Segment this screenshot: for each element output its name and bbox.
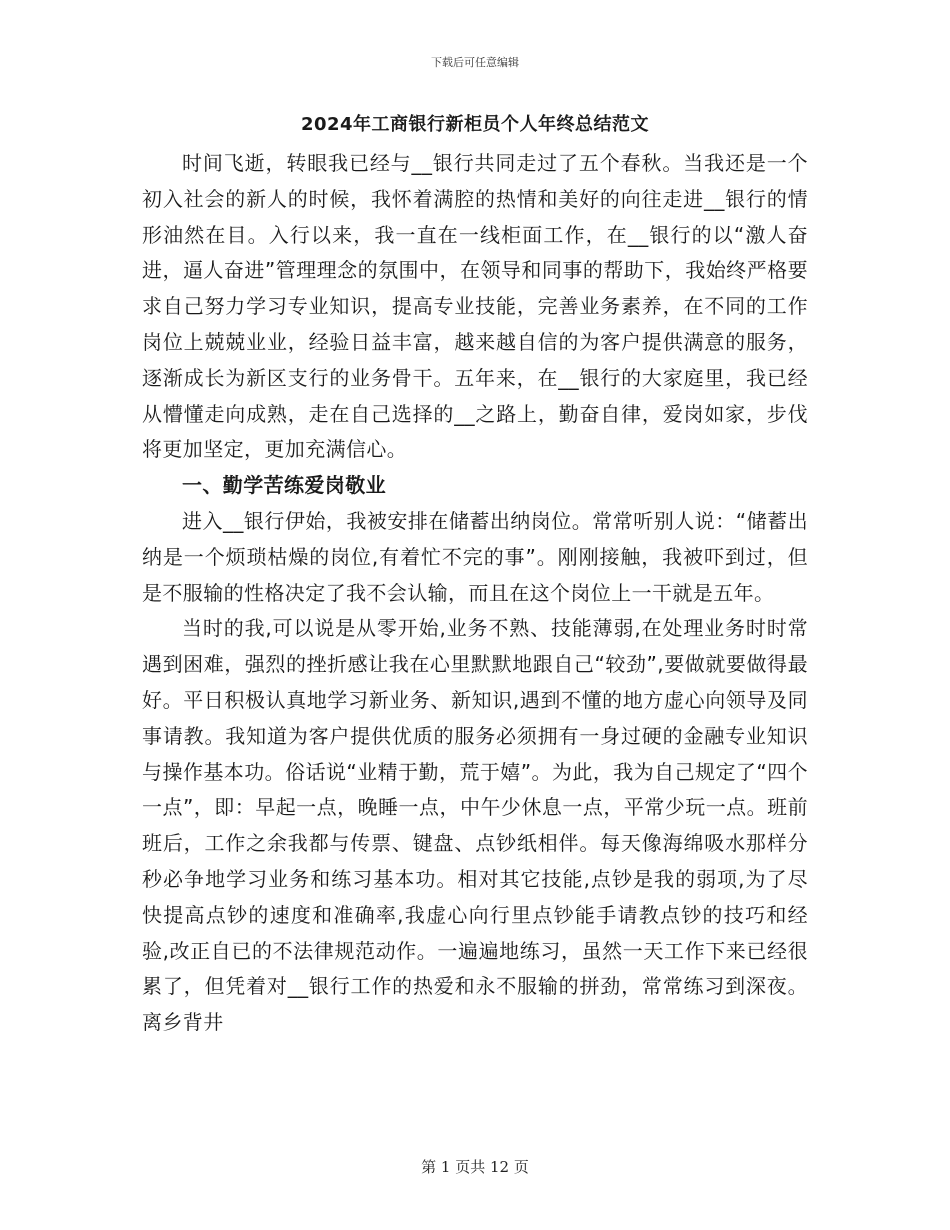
page-header-note: 下载后可任意编辑	[431, 56, 519, 69]
intro-paragraph: 时间飞逝，转眼我已经与__银行共同走过了五个春秋。当我还是一个初入社会的新人的时候，我怀着满腔的热情和美好的向往走进__银行的情形油然在目。入行以来，我一直在一线柜面工作，在__银行的以“激人奋进，逼人奋进”管理理念的氛围中，在领导和同事的帮助下，我始终严格要求自己努力学习专业知识，提高专业技能，完善业务素养，在不同的工作岗位上兢兢业业，经验日益丰富，越来越自信的为客户提供满意的服务，逐渐成长为新区支行的业务骨干。五年来，在__银行的大家庭里，我已经从懵懂走向成熟，走在自己选择的__之路上，勤奋自律，爱岗如家，步伐将更加坚定，更加充满信心。	[142, 151, 808, 462]
page-number: 第 1 页共 12 页	[421, 1158, 529, 1176]
document-title: 2024年工商银行新柜员个人年终总结范文	[300, 114, 650, 135]
section1-paragraph-1: 进入__银行伊始，我被安排在储蓄出纳岗位。常常听别人说：“储蓄出纳是一个烦琐枯燥的岗位,有着忙不完的事”。刚刚接触，我被吓到过，但是不服输的性格决定了我不会认输，而且在这个岗位上一干就是五年。	[142, 508, 808, 605]
section-heading-1: 一、勤学苦练爱岗敬业	[182, 473, 386, 498]
section1-paragraph-2: 当时的我,可以说是从零开始,业务不熟、技能薄弱,在处理业务时时常遇到困难，强烈的挫折感让我在心里默默地跟自己“较劲”,要做就要做得最好。平日积极认真地学习新业务、新知识,遇到不懂的地方虚心向领导及同事请教。我知道为客户提供优质的服务必须拥有一身过硬的金融专业知识与操作基本功。俗话说“业精于勤，荒于嬉”。为此，我为自己规定了“四个一点”，即：早起一点，晚睡一点，中午少休息一点，平常少玩一点。班前班后，工作之余我都与传票、键盘、点钞纸相伴。每天像海绵吸水那样分秒必争地学习业务和练习基本功。相对其它技能,点钞是我的弱项,为了尽快提高点钞的速度和准确率,我虚心向行里点钞能手请教点钞的技巧和经验,改正自已的不法律规范动作。一遍遍地练习，虽然一天工作下来已经很累了，但凭着对__银行工作的热爱和永不服输的拼劲，常常练习到深夜。离乡背井	[142, 616, 808, 1035]
document-body	[142, 108, 808, 1041]
